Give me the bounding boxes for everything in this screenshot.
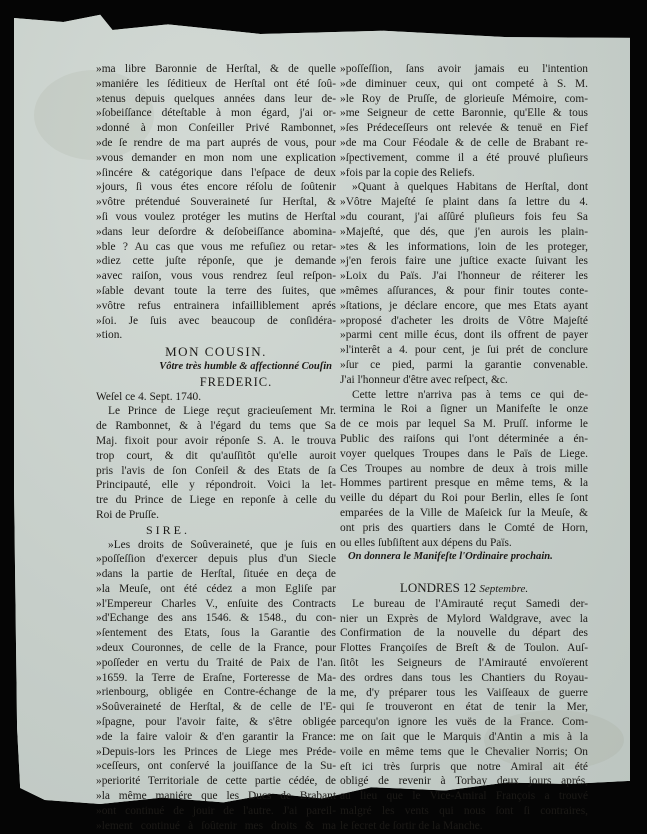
text-line: »tenus depuis quelques années dans leur de- (96, 92, 336, 105)
text-line: »vôtre prétendué Souveraineté ſur Herſtal, & (96, 196, 336, 209)
text-line: »du courant, j'ai aſſûré pluſieurs fois feu Sa (340, 210, 588, 223)
text-line: »poſſeſſion, ſans avoir jamais eu l'intention (340, 63, 588, 75)
text-line: termina le Roi a ſigner un Manifeſte le onze (340, 403, 588, 416)
text-line: »vous demander en mon nom une explication (96, 151, 336, 164)
text-line: »l'Empereur Charles V., enſuite des Contracts (96, 597, 336, 610)
text-line: »j'en ferois faire une juſtice exacte ſuivant les (340, 255, 588, 268)
text-line: »Majeſté, que dés, que j'en aurois les plain- (340, 225, 588, 238)
text-line: »ble ? Au cas que vous me refuſiez ou retar- (96, 240, 336, 253)
text-line: »Loix du Païs. J'ai l'honneur de réiterer les (340, 270, 588, 283)
text-line: »Depuis-lors les Princes de Liege mes Préde- (96, 745, 336, 758)
text-line: »de ſe rendre de ma part auprés de vous, pour (96, 136, 336, 149)
text-line: »ſpagne, pour l'avoir faite, & s'être obligée (96, 716, 336, 729)
text-line: »l'interêt a 4. pour cent, je ſui prét de conclure (340, 344, 588, 357)
text-line: de Rambonnet, & à l'égard du tems que Sa (96, 420, 336, 433)
text-line: parcequ'on ignore les vuës de la France. Com- (340, 716, 588, 729)
text-line: »periorité Territoriale de cette partie cédée, de (96, 775, 336, 788)
text-line: qui ſe trouveront en état de tenir la Mer, (340, 701, 588, 714)
editorial-note: On donnera le Manifeſte l'Ordinaire prochain. (348, 551, 553, 563)
text-line: »ſoi. Je ſuis avec beaucoup de conſidéra- (96, 314, 336, 327)
text-line: »lement continué à ſoûtenir mes droits & ma (96, 819, 336, 832)
text-line: »de la faire valoir & d'en garantir la France: (96, 730, 336, 743)
text-line: »tion. (96, 329, 123, 342)
salutation-heading: MON COUSIN. (165, 345, 267, 360)
text-line: Le bureau de l'Amirauté reçut Samedi der- (352, 597, 588, 610)
text-line: Public des raiſons qui l'ont déterminée a én- (340, 432, 588, 445)
text-line: »ceſſeurs, ont conſervé la jouiſſance de la Su- (96, 760, 336, 773)
text-line: Roi de Pruſſe. (96, 508, 159, 521)
text-line: »ma libre Baronnie de Herſtal, & de quelle (96, 63, 336, 75)
text-line: »me Seigneur de cette Baronnie, qu'Elle & tous (340, 107, 588, 120)
text-line: »Les droits de Soûveraineté, que je ſuis en (108, 538, 336, 551)
text-line: voile en même tems que le Chevalier Norris; On (340, 745, 588, 758)
reply-letter (96, 538, 336, 834)
text-line: »poſſeſſion d'exercer depuis plus d'un Siecle (96, 553, 336, 566)
right-column (340, 62, 588, 834)
text-line: voyer quelques Troupes dans le Païs de Liege. (340, 447, 588, 460)
text-line: »jours, ſi vous étes encore réſolu de ſoûtenir (96, 181, 336, 194)
text-line: »ſobeiſſance déteſtable à mon égard, j'ai or- (96, 107, 336, 120)
text-line: veille du départ du Roi pour Berlin, elles ſe ſont (340, 492, 588, 505)
text-line: »vôtre refus entrainera infailliblement aprés (96, 299, 336, 312)
text-line: »de ma Cour Féodale & de celle de Brabant re- (340, 136, 588, 149)
text-line: »parmi cent mille écus, dont ils offrent de payer (340, 329, 588, 342)
text-line: des ordres dans tous les Chantiers du Royau- (340, 671, 588, 684)
text-line: »rienbourg, obligée en Contre-échange de la (96, 686, 336, 699)
text-line: »deux Couronnes, de celle de la France, pour (96, 642, 336, 655)
text-line: »mêmes aſſurances, & pour finir toutes conte- (340, 284, 588, 297)
text-line: »d'Echange des ans 1546. & 1548., du con- (96, 612, 336, 625)
text-line: »ſpectivement, comme il a été prouvé pluſieurs (340, 151, 588, 164)
text-line: »fois par la copie des Reliefs. (340, 166, 475, 179)
london-dateline (340, 581, 588, 597)
letter-continuation (96, 62, 336, 343)
text-line: »ont continué de jouir de l'autre. J'ai pareil- (96, 804, 336, 817)
text-line: »ſtations, je déclare encore, que mes Etats ayant (340, 299, 588, 312)
signature: FREDERIC. (199, 374, 273, 389)
text-line: »tes & les informations, loin de les proteger, (340, 240, 588, 253)
sire-heading: SIRE. (146, 522, 191, 537)
text-line: »ſur ce pied, parmi la garantie convenable. (340, 358, 588, 371)
text-line: Confirmation de la nouvelle du départ des (340, 627, 588, 640)
text-line: tre du Prince de Liege en reponſe à celle du (96, 494, 336, 507)
left-column (96, 62, 336, 833)
text-line: me on ſait que le Marquis d'Antin a mis à la (340, 731, 588, 744)
habitans-paragraph (340, 180, 588, 387)
text-line: »ſes Prédeceſſeurs ont relevée & tenuë en Fief (340, 122, 588, 135)
text-line: »le Roy de Pruſſe, de glorieuſe Mémoire, com- (340, 92, 588, 105)
text-line: »de diminuer ceux, qui ont competé à S. M. (340, 77, 588, 90)
text-line: J'ai l'honneur d'être avec reſpect, &c. (340, 373, 508, 386)
text-line: »ſentement des Etats, ſous la Garantie des (96, 627, 336, 640)
text-line: Principauté, elle y répondroit. Voici la let- (96, 479, 336, 492)
text-line: malgré les vents qui nous ſont ſi contraires, (340, 805, 588, 818)
text-line: Maj. fixoit pour avoir réponſe S. A. le trouva (96, 434, 336, 447)
text-line: emparées de la Ville de Maſeick ſur la Meuſe, & (340, 506, 588, 519)
text-line: »la même maniére que les Ducs de Brabant (96, 790, 336, 803)
london-paragraph (340, 597, 588, 834)
dateline-city: LONDRES 12 (399, 581, 477, 596)
text-line: eſt ici très ſurpris que notre Amiral ait été (340, 760, 588, 773)
text-line: »avec raiſon, vous vous rendrez ſeul reſpon- (96, 270, 336, 283)
text-line: »dans la partie de Herſtal, ſituée en deça de (96, 568, 336, 581)
text-line: trop court, & dit qu'auſſitôt qu'elle auroit (96, 449, 336, 462)
text-line: Le Prince de Liege reçut gracieuſement Mr. (108, 405, 336, 418)
text-line: »ſincére & catégorique dans l'eſpace de deux (96, 166, 336, 179)
text-line: obligé de revenir à Torbay deux jours aprés, (340, 775, 588, 788)
reply-continuation (340, 62, 588, 180)
text-line: »Soûveraineté de Herſtal, & de celle de l'E- (96, 701, 336, 714)
dateline: Weſel ce 4. Sept. 1740. (96, 390, 202, 403)
text-line: Cette lettre n'arriva pas à tems ce qui de- (352, 388, 588, 401)
liege-paragraph (96, 404, 336, 522)
text-line: ont pris des quartiers dans le Comté de Horn, (340, 521, 588, 534)
text-line: »poſſeder en vertu du Traité de Paix de l'an. (96, 656, 336, 669)
text-line: Hommes partirent presque en même tems, & la (340, 477, 588, 490)
text-line: pris l'avis de ſon Conſeil & des Etats de ſa (96, 464, 336, 477)
text-line: »proposé d'acheter les droits de Vôtre Majeſté (340, 314, 588, 327)
text-line: ſitôt les Seigneurs de l'Amirauté envoïerent (340, 657, 588, 670)
text-line: »diez cette juſte réponſe, que je demande (96, 255, 336, 268)
text-line: »la Meuſe, ont été cédez a mon Egliſe par (96, 582, 336, 595)
text-line: ou elles ſubſiſtent aux dépens du Païs. (340, 536, 512, 549)
text-line: Flottes Françoiſes de Breſt & de Toulon. Auſ- (340, 642, 588, 655)
text-line: au lieu que le Vice-Amiral François a trouvé (340, 790, 588, 803)
text-line: nier un Exprès de Mylord Waldgrave, avec la (340, 612, 588, 625)
letter-closing: Vôtre très humble & affectionné Couſin (159, 360, 332, 372)
text-line: »dans leur deſordre & deſobeiſſance abomina- (96, 225, 336, 238)
text-line: »Quant à quelques Habitans de Herſtal, dont (352, 181, 588, 194)
text-line: »1659. la Terre de Eraſne, Forteresse de Ma- (96, 671, 336, 684)
text-line: »donné à mon Conſeiller Privé Rambonnet, (96, 122, 336, 135)
text-line: »maniére les ſéditieux de Herſtal ont été ſoû- (96, 77, 336, 90)
text-line: le ſecret de ſortir de la Manche. (340, 819, 483, 832)
text-line: de ce mois par lequel Sa M. Pruſſ. informe le (340, 418, 588, 431)
text-line: »ſi vous voulez protéger les mutins de Herſtal (96, 210, 336, 223)
text-line: »ſable devant toute la terre des ſuites, que (96, 284, 336, 297)
text-line: me, d'y préparer tous les Vaiſſeaux de guerre (340, 686, 588, 699)
dateline-date: Septembre. (479, 583, 529, 596)
text-line: Ces Troupes au nombre de deux à trois mille (340, 462, 588, 475)
text-line: »Vôtre Majeſté ſe plaint dans ſa lettre du 4. (340, 196, 588, 209)
manifesto-paragraph (340, 388, 588, 551)
